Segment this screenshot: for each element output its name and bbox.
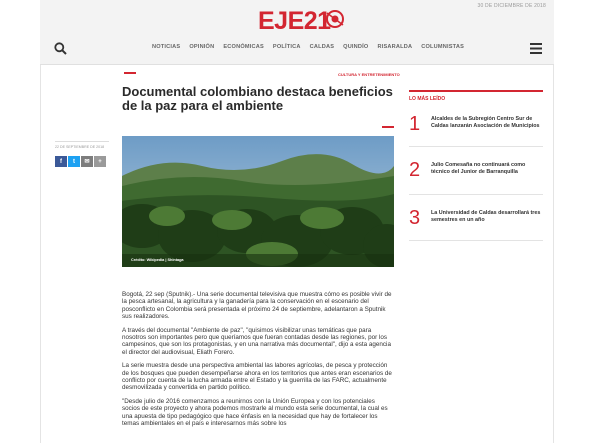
sidebar-divider — [409, 146, 543, 147]
article-photo — [122, 136, 394, 267]
hamburger-menu-icon[interactable] — [530, 43, 542, 54]
most-read-item-3[interactable] — [409, 208, 543, 240]
logo-mark-icon — [324, 8, 346, 30]
sidebar-divider — [409, 240, 543, 241]
facebook-share-button[interactable]: f — [55, 156, 67, 167]
most-read-number: 2 — [409, 159, 421, 181]
nav-item-columnistas[interactable]: COLUMNISTAS — [421, 44, 465, 50]
nav-item-politica[interactable]: POLÍTICA — [272, 44, 301, 50]
most-read-link[interactable]: La Universidad de Caldas desarrollará tres semestres en un año — [431, 210, 541, 223]
article-paragraph: A través del documental "Ambiente de paz", "quisimos visibilizar unas temáticas que para nosotros son importantes pero que queríamos que fueran contadas desde las regiones, por los campesinos, que son los protagonistas, y en una narrativa más documental", dijo a esta agencia el director del audiovisual, Eliath Forero. — [122, 326, 391, 356]
site-header — [40, 0, 554, 65]
search-icon[interactable] — [54, 42, 67, 55]
most-read-link[interactable]: Julio Comesaña no continuará como técnico del Junior de Barranquilla — [431, 162, 526, 175]
header-date: 30 DE DICIEMBRE DE 2018 — [477, 3, 546, 9]
article-paragraph: Bogotá, 22 sep (Sputnik).- Una serie documental televisiva que muestra cómo es posible vivir de la pesca artesanal, la agricultura y la ganadería para la conservación en el escenario del posconflicto en Colombia será presentada el próximo 24 de septiembre, adelantaron a Sputnik sus realizadores. — [122, 291, 392, 321]
article-meta — [55, 141, 109, 167]
article-body — [122, 291, 394, 434]
nav-item-opinion[interactable]: OPINIÓN — [189, 44, 215, 50]
share-buttons — [55, 156, 109, 167]
coffee-plantation-image — [122, 136, 394, 267]
twitter-share-button[interactable]: t — [68, 156, 80, 167]
site-logo[interactable] — [258, 5, 348, 39]
most-read-item-2[interactable] — [409, 160, 543, 192]
nav-item-noticias[interactable]: NOTICIAS — [152, 44, 181, 50]
photo-caption: Crédito: Wikipedia | Shintaga — [131, 258, 184, 262]
most-read-number: 1 — [409, 113, 421, 135]
nav-item-caldas[interactable]: CALDAS — [309, 44, 335, 50]
nav-item-economicas[interactable]: ECONÓMICAS — [223, 44, 264, 50]
nav-item-risaralda[interactable]: RISARALDA — [377, 44, 413, 50]
headline-accent-bar — [124, 72, 136, 74]
article-paragraph: La serie muestra desde una perspectiva ambiental las labores agrícolas, de pesca y protección de los bosques que pueden desempeñarse ahora en los territorios que antes eran escenarios de conflicto por cuenta de la lucha armada entre el Estado y la guerrilla de las FARC, actualmente desmovilizada y convertida en partido político. — [122, 362, 392, 392]
most-read-item-1[interactable] — [409, 114, 543, 146]
section-tag[interactable]: CULTURA Y ENTRETENIMIENTO — [338, 72, 400, 77]
most-read-heading: LO MÁS LEÍDO — [409, 90, 543, 102]
most-read-number: 3 — [409, 207, 421, 229]
publish-date: 22 DE SEPTIEMBRE DE 2018 — [55, 145, 105, 149]
article-paragraph: "Desde julio de 2016 comenzamos a reunirnos con la Unión Europea y con los potenciales socios de este proyecto y ahora podemos mostrarle al mundo esta serie documental, la cual es una apuesta de tipo pedagógico que hace énfasis en la necesidad que hay de fortalecer los temas ambientales en el país e interesarnos más sobre los — [122, 397, 388, 428]
email-share-button[interactable]: ✉ — [81, 156, 93, 167]
article-title: Documental colombiano destaca beneficios de la paz para el ambiente — [122, 84, 393, 113]
sidebar-divider — [409, 194, 543, 195]
most-read-link[interactable]: Alcaldes de la Subregión Centro Sur de Caldas lanzarán Asociación de Municipios — [431, 116, 540, 129]
main-nav — [152, 44, 464, 50]
logo-text: EJE21 — [258, 7, 331, 35]
title-accent-bar — [382, 126, 394, 128]
more-share-button[interactable]: + — [94, 156, 106, 167]
nav-item-quindio[interactable]: QUINDÍO — [343, 44, 369, 50]
